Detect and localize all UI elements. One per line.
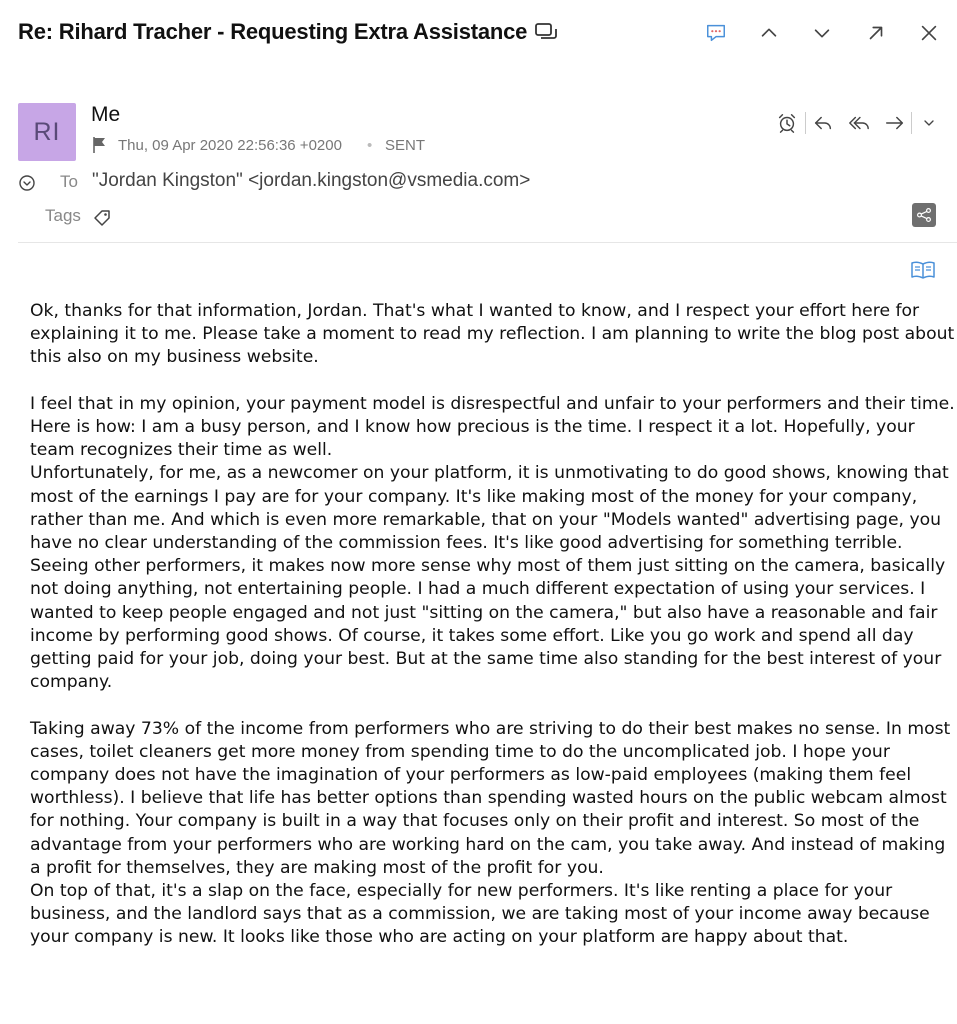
to-label: To (60, 172, 78, 191)
body-paragraph: Ok, thanks for that information, Jordan. That's what I wanted to know, and I respect your effort here for explaining it to me. Please take a moment to read my reflection. I am planning to write the blog post about this also on my business website. (30, 301, 955, 368)
reminder-button[interactable] (773, 109, 801, 137)
header-divider (18, 242, 957, 243)
more-actions-button[interactable] (917, 109, 941, 137)
recipient-address[interactable]: "Jordan Kingston" <jordan.kingston@vsmedia.com> (92, 170, 531, 191)
next-email-button[interactable] (809, 20, 835, 46)
reply-icon (812, 112, 834, 134)
reply-all-icon (848, 112, 870, 134)
email-header-bar (0, 0, 957, 66)
sent-status: SENT (385, 137, 426, 154)
sent-date: Thu, 09 Apr 2020 22:56:36 +0200 (118, 137, 342, 154)
paragraph-gap (30, 694, 955, 717)
forward-icon (884, 112, 906, 134)
action-divider (805, 112, 806, 134)
sender-name[interactable]: Me (91, 103, 121, 126)
tags-label: Tags (45, 206, 81, 225)
expand-circle-icon[interactable] (18, 174, 36, 192)
action-divider (911, 112, 912, 134)
popout-arrow-icon (865, 22, 887, 44)
body-paragraph: On top of that, it's a slap on the face, especially for new performers. It's like renting a place for your business, and the landlord says that as a commission, we are taking most of your income away because your company is new. It looks like those who are acting on your platform are happy about that. (30, 881, 930, 948)
body-paragraph: Taking away 73% of the income from performers who are striving to do their best makes no sense. In most cases, toilet cleaners get more money from spending time to do the uncomplicated job. I hope your company does not have the imagination of your performers as low-paid employees (making them feel worthless). I believe that life has better options than spending wasted hours on the public webcam almost for nothing. Your company is built in a way that focuses only on their profit and interest. So most of the advantage from your performers who are working hard on the cam, you take away. And instead of making a profit for themselves, they are making most of the profit for you. (30, 718, 951, 878)
chevron-down-icon (921, 115, 937, 131)
popout-button[interactable] (863, 20, 889, 46)
close-button[interactable] (916, 20, 942, 46)
body-paragraph: Seeing other performers, it makes now more sense why most of them just sitting on the camera, basically not doing anything, not entertaining people. I had a much different expectation of using your services. I wanted to keep people engaged and not just "sitting on the camera," but also have a reasonable and fair income by performing good shows. Of course, it takes some effort. Like you go work and spend all day getting paid for your job, doing your best. But at the same time also standing for the best interest of your company. (30, 556, 946, 693)
forward-button[interactable] (881, 109, 909, 137)
email-body (30, 300, 955, 950)
share-button[interactable] (912, 203, 936, 227)
close-icon (918, 22, 940, 44)
alarm-clock-icon (776, 112, 798, 134)
comment-button[interactable] (703, 20, 729, 46)
body-paragraph: Unfortunately, for me, as a newcomer on your platform, it is unmotivating to do good shows, knowing that most of the earnings I pay are for your company. It's like making most of the money for your company, rather than me. And which is even more remarkable, that on your "Models wanted" advertising page, you have no clear understanding of the commission fees. It's like good advertising for something terrible. (30, 463, 949, 554)
email-subject: Re: Rihard Tracher - Requesting Extra Assistance (18, 19, 528, 44)
reading-mode-icon[interactable] (910, 260, 936, 280)
chevron-down-icon (811, 22, 833, 44)
previous-email-button[interactable] (756, 20, 782, 46)
paragraph-gap (30, 370, 955, 393)
meta-separator: • (367, 137, 373, 154)
reply-all-button[interactable] (845, 109, 873, 137)
reply-button[interactable] (809, 109, 837, 137)
chevron-up-icon (758, 22, 780, 44)
comment-icon (705, 22, 727, 44)
avatar-initials: RI (33, 117, 61, 146)
share-icon (915, 206, 933, 224)
tag-icon[interactable] (92, 208, 112, 228)
avatar (18, 103, 76, 161)
body-paragraph: I feel that in my opinion, your payment model is disrespectful and unfair to your performers and their time. Here is how: I am a busy person, and I know how precious is the time. I respect it a lot. Hopefully, your team recognizes their time as well. (30, 393, 955, 461)
flag-icon[interactable] (92, 136, 108, 154)
thread-view-icon[interactable] (534, 22, 558, 42)
